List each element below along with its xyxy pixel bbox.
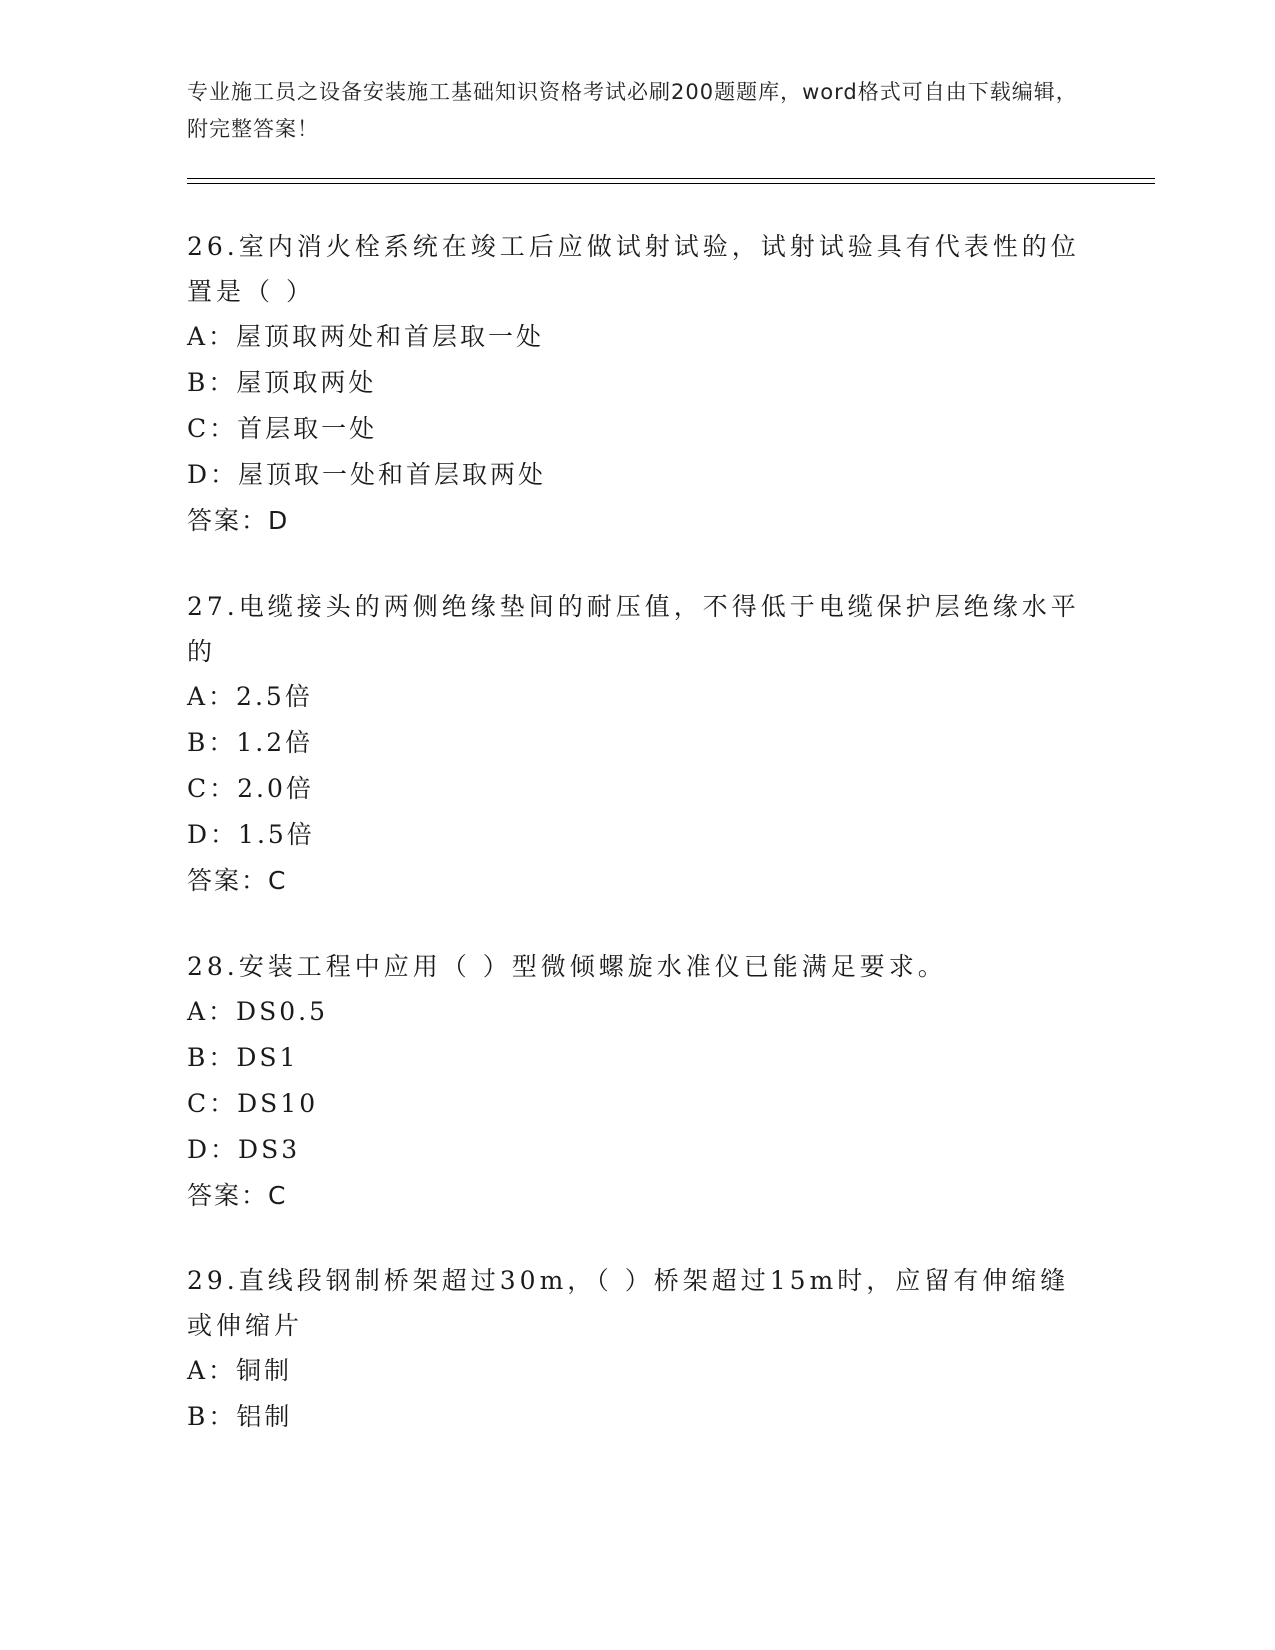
option-c: C：首层取一处 <box>187 414 378 443</box>
question-text: 27.电缆接头的两侧绝缘垫间的耐压值，不得低于电缆保护层绝缘水平的 <box>187 592 1080 666</box>
question-27 <box>187 584 1087 904</box>
option-d: D：屋顶取一处和首层取两处 <box>187 460 547 489</box>
header-divider-top <box>187 178 1155 179</box>
option-c: C：2.0倍 <box>187 774 314 803</box>
question-text: 29.直线段钢制桥架超过30m，（ ）桥架超过15m时，应留有伸缩缝或伸缩片 <box>187 1266 1070 1340</box>
option-d: D：1.5倍 <box>187 820 315 849</box>
option-b: B：铝制 <box>187 1402 293 1431</box>
option-b: B：1.2倍 <box>187 728 314 757</box>
option-d: D：DS3 <box>187 1135 301 1164</box>
question-text: 26.室内消火栓系统在竣工后应做试射试验，试射试验具有代表性的位置是（ ） <box>187 232 1080 306</box>
option-a: A：2.5倍 <box>187 682 313 711</box>
question-28 <box>187 944 1087 1219</box>
answer: 答案：D <box>187 506 290 535</box>
option-b: B：DS1 <box>187 1043 299 1072</box>
answer: 答案：C <box>187 1181 288 1210</box>
option-a: A：铜制 <box>187 1356 293 1385</box>
option-a: A：屋顶取两处和首层取一处 <box>187 322 545 351</box>
option-a: A：DS0.5 <box>187 997 328 1026</box>
question-26 <box>187 224 1087 544</box>
question-29 <box>187 1258 1087 1440</box>
question-text: 28.安装工程中应用（ ）型微倾螺旋水准仪已能满足要求。 <box>187 952 947 981</box>
option-b: B：屋顶取两处 <box>187 368 377 397</box>
document-header: 专业施工员之设备安装施工基础知识资格考试必刷200题题库，word格式可自由下载编辑，附完整答案！ <box>187 80 1078 141</box>
answer: 答案：C <box>187 866 288 895</box>
option-c: C：DS10 <box>187 1089 319 1118</box>
header-divider-bottom <box>187 183 1155 184</box>
